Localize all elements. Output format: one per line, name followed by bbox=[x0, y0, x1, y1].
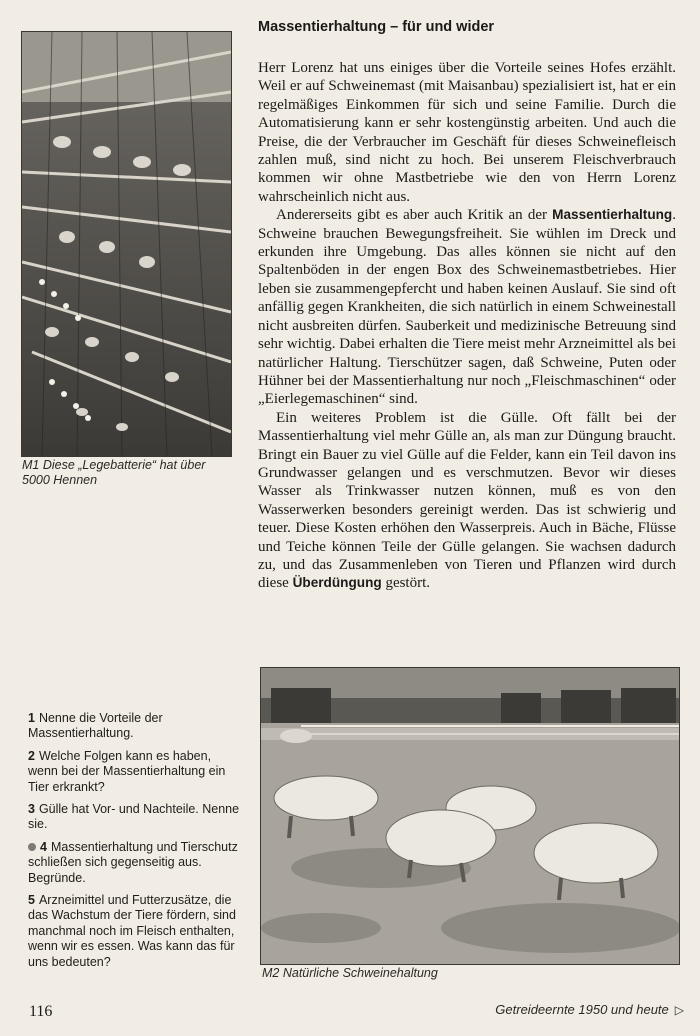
figure-m2-caption: M2 Natürliche Schweinehaltung bbox=[262, 966, 438, 980]
triangle-right-icon[interactable]: ▷ bbox=[674, 1003, 684, 1017]
next-topic-label[interactable]: Getreideernte 1950 und heute bbox=[495, 1002, 669, 1017]
task-text: Gülle hat Vor- und Nachteile. Nenne sie. bbox=[28, 802, 240, 832]
task-number: 4 bbox=[40, 839, 47, 854]
keyword-ueberduengung: Überdüngung bbox=[292, 575, 382, 591]
next-page-link[interactable] bbox=[495, 1002, 684, 1017]
paragraph-2: Andererseits gibt es aber auch Kritik an der Massentierhaltung. Schweine brauchen Bewegungsfreiheit. Sie wühlen im Dreck und erkunden ihre Umgebung. Das alles können sie nicht auf den Spaltenböden in der engen Box des Schweinemastbetriebes. Hier leben sie zusammengepfercht und haben keinen Auslauf. Sie sind oft anfällig gegen Krankheiten, die sich natürlich in einem Schweinestall nicht ausbreiten dürfen. Sauberkeit und medizinische Betreuung sind sehr wichtig. Dabei erhalten die Tiere meist mehr Arzneimittel als bei natürlicher Haltung. Tierschützer sagen, daß Schweine, Puten oder Hühner bei der Massentierhaltung nur noch „Fleischmaschinen“ oder „Eierlegemaschinen“ sind. bbox=[258, 207, 676, 408]
task-item-4 bbox=[28, 840, 242, 886]
paragraph-3: Ein weiteres Problem ist die Gülle. Oft fällt bei der Massentierhaltung viel mehr Gülle an, als man zur Düngung braucht. Bringt ein Bauer zu viel Gülle auf die Felder, kann ein Teil davon ins Grundwasser gelangen und es verschmutzen. Bevor wir dieses Wasser als Trinkwasser nutzen können, muß es von den Wasserwerken besonders gereinigt werden. Das ist schwierig und teuer. Diese Kosten erhöhen den Wasserpreis. Auch in Bäche, Flüsse und Teiche können Teile der Gülle gelangen. Sie wachsen dadurch zu, und das Zusammenleben von Tieren und Pflanzen wird durch diese Überdüngung gestört. bbox=[258, 409, 676, 592]
task-number: 2 bbox=[28, 748, 35, 763]
task-list bbox=[28, 711, 242, 977]
paragraph-1: Herr Lorenz hat uns einiges über die Vorteile seines Hofes erzählt. Weil er auf Schweinemast (mit Maisanbau) spezialisiert ist, hat er ein regelmäßiges Einkommen für sich und seine Familie. Durch die Automatisierung kann er sehr kostengünstig arbeiten. Und auch die Preise, die der Verbraucher im Geschäft für dieses Schweinefleisch zahlen muß, sind nicht zu hoch. Bei unserem Fleischverbrauch kommen wir ohne Mastbetriebe wie den von Herrn Lorenz wahrscheinlich nicht aus. bbox=[258, 60, 676, 205]
article-headline: Massentierhaltung – für und wider bbox=[258, 19, 495, 35]
article-body bbox=[258, 59, 676, 593]
figure-m2-photo bbox=[260, 667, 680, 965]
task-item-3 bbox=[28, 802, 242, 833]
battery-cage-image bbox=[22, 32, 231, 456]
task-text: Massentierhaltung und Tierschutz schließen sich gegenseitig aus. Begründe. bbox=[28, 839, 238, 885]
task-number: 3 bbox=[28, 802, 35, 817]
keyword-massentierhaltung: Massentierhaltung bbox=[552, 207, 673, 223]
figure-m1-photo bbox=[21, 31, 232, 457]
task-text: Welche Folgen kann es haben, wenn bei der Massentierhaltung ein Tier erkrankt? bbox=[28, 748, 226, 794]
task-item-1 bbox=[28, 711, 242, 742]
task-item-5 bbox=[28, 893, 242, 970]
task-number: 5 bbox=[28, 893, 35, 908]
task-number: 1 bbox=[28, 711, 35, 725]
figure-m1-caption: M1 Diese „Legebatterie“ hat über 5000 Hennen bbox=[22, 458, 206, 487]
task-item-2 bbox=[28, 749, 242, 795]
pigs-outdoor-image bbox=[261, 668, 679, 964]
task-text: Nenne die Vorteile der Massentierhaltung. bbox=[28, 711, 163, 741]
task-text: Arzneimittel und Futterzusätze, die das Wachstum der Tiere fördern, sind manchmal noch im Fleisch enthalten, wenn wir es essen. Was kann das für uns bedeuten? bbox=[28, 893, 236, 969]
difficulty-dot-icon bbox=[28, 843, 36, 851]
page-number: 116 bbox=[29, 1003, 53, 1020]
